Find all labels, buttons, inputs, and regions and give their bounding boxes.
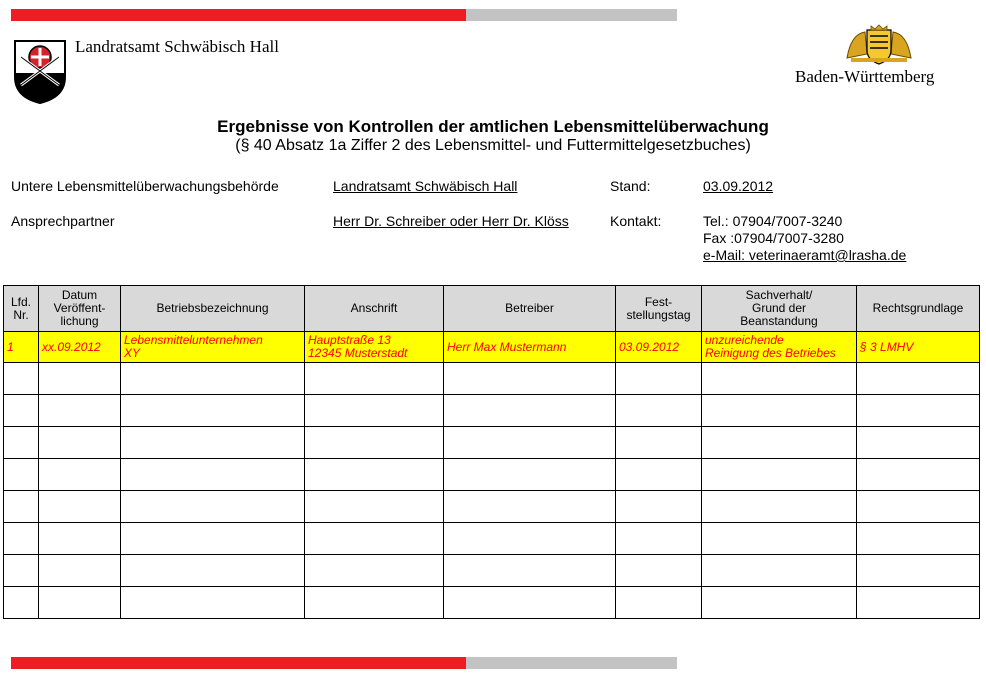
col-lfd-nr-cell [4,363,39,395]
document-subtitle: (§ 40 Absatz 1a Ziffer 2 des Lebensmittel- und Futtermittelgesetzbuches) [235,137,751,154]
col-rechtsgrundlage-cell [857,363,980,395]
col-betriebsbezeichnung-cell [121,587,305,619]
table-row [4,587,980,619]
col-anschrift-cell [305,363,444,395]
state-name: Baden-Württemberg [795,67,935,86]
col-feststellungstag-cell [616,427,702,459]
col-datum-cell [39,491,121,523]
col-betriebsbezeichnung-cell [121,459,305,491]
col-betriebsbezeichnung-cell [121,491,305,523]
col-rechtsgrundlage-cell [857,459,980,491]
table-row-example [4,332,980,363]
col-feststellungstag-cell: 03.09.2012 [616,332,702,363]
col-betreiber-cell [444,491,616,523]
col-datum-cell [39,395,121,427]
contact-person-label: Ansprechpartner [11,213,115,229]
col-betriebsbezeichnung-cell [121,363,305,395]
col-betriebsbezeichnung-cell [121,427,305,459]
document-title: Ergebnisse von Kontrollen der amtlichen Lebensmittelüberwachung [217,117,769,136]
col-feststellungstag-cell [616,395,702,427]
col-anschrift-cell [305,555,444,587]
authority-value: Landratsamt Schwäbisch Hall [333,178,518,194]
table-row [4,459,980,491]
col-feststellungstag-header: Fest- stellungstag [616,286,702,332]
col-datum-cell [39,363,121,395]
col-betreiber-cell [444,523,616,555]
col-betriebsbezeichnung-cell [121,395,305,427]
col-rechtsgrundlage-cell [857,427,980,459]
col-feststellungstag-cell [616,555,702,587]
table-header-row [4,286,980,332]
col-lfd-nr-cell: 1 [4,332,39,363]
col-betriebsbezeichnung-cell: Lebensmittelunternehmen XY [121,332,305,363]
col-lfd-nr-cell [4,395,39,427]
col-anschrift-header: Anschrift [305,286,444,332]
table-row [4,363,980,395]
col-datum-cell [39,587,121,619]
col-betreiber-cell: Herr Max Mustermann [444,332,616,363]
col-anschrift-cell [305,523,444,555]
table-row [4,523,980,555]
col-betriebsbezeichnung-header: Betriebsbezeichnung [121,286,305,332]
col-betreiber-cell [444,459,616,491]
table-row [4,395,980,427]
col-sachverhalt-cell [702,491,857,523]
table-row [4,555,980,587]
results-table [3,285,980,619]
contact-person-value: Herr Dr. Schreiber oder Herr Dr. Klöss [333,213,569,229]
col-lfd-nr-header: Lfd. Nr. [4,286,39,332]
contact-email-link[interactable]: e-Mail: veterinaeramt@lrasha.de [703,247,907,263]
col-betreiber-cell [444,587,616,619]
col-rechtsgrundlage-cell [857,395,980,427]
district-coat-of-arms-logo [11,37,69,105]
table-row [4,491,980,523]
col-betreiber-cell [444,555,616,587]
col-anschrift-cell [305,395,444,427]
col-lfd-nr-cell [4,587,39,619]
org-name: Landratsamt Schwäbisch Hall [75,37,279,56]
col-feststellungstag-cell [616,363,702,395]
col-lfd-nr-cell [4,427,39,459]
stand-label: Stand: [610,178,651,194]
bottom-bar-red [11,657,466,669]
col-datum-cell [39,523,121,555]
col-lfd-nr-cell [4,555,39,587]
col-anschrift-cell [305,491,444,523]
col-datum-cell [39,427,121,459]
authority-label: Untere Lebensmittelüberwachungsbehörde [11,178,279,194]
col-datum-cell [39,555,121,587]
col-betreiber-header: Betreiber [444,286,616,332]
col-sachverhalt-cell [702,395,857,427]
col-betriebsbezeichnung-cell [121,555,305,587]
bottom-bar-grey [466,657,677,669]
col-feststellungstag-cell [616,587,702,619]
col-rechtsgrundlage-cell [857,555,980,587]
stand-date: 03.09.2012 [703,178,774,194]
col-sachverhalt-cell [702,363,857,395]
col-betreiber-cell [444,427,616,459]
col-lfd-nr-cell [4,491,39,523]
contact-label: Kontakt: [610,213,662,229]
col-rechtsgrundlage-cell [857,587,980,619]
col-sachverhalt-cell [702,459,857,491]
col-anschrift-cell: Hauptstraße 13 12345 Musterstadt [305,332,444,363]
table-row [4,427,980,459]
top-bar-grey [466,9,677,21]
contact-tel: Tel.: 07904/7007-3240 [703,213,843,229]
col-rechtsgrundlage-cell [857,523,980,555]
col-rechtsgrundlage-header: Rechtsgrundlage [857,286,980,332]
col-datum-cell: xx.09.2012 [39,332,121,363]
col-anschrift-cell [305,459,444,491]
col-datum-header: Datum Veröffent- lichung [39,286,121,332]
col-betriebsbezeichnung-cell [121,523,305,555]
top-bar-red [11,9,466,21]
col-sachverhalt-cell [702,427,857,459]
col-anschrift-cell [305,427,444,459]
col-rechtsgrundlage-cell [857,491,980,523]
col-feststellungstag-cell [616,491,702,523]
col-sachverhalt-cell [702,555,857,587]
col-lfd-nr-cell [4,523,39,555]
col-feststellungstag-cell [616,523,702,555]
state-coat-of-arms-logo [845,24,913,66]
col-lfd-nr-cell [4,459,39,491]
col-rechtsgrundlage-cell: § 3 LMHV [857,332,980,363]
col-betreiber-cell [444,363,616,395]
col-sachverhalt-cell [702,587,857,619]
col-anschrift-cell [305,587,444,619]
col-datum-cell [39,459,121,491]
col-sachverhalt-header: Sachverhalt/ Grund der Beanstandung [702,286,857,332]
contact-fax: Fax :07904/7007-3280 [703,230,844,246]
col-betreiber-cell [444,395,616,427]
col-feststellungstag-cell [616,459,702,491]
col-sachverhalt-cell: unzureichende Reinigung des Betriebes [702,332,857,363]
col-sachverhalt-cell [702,523,857,555]
